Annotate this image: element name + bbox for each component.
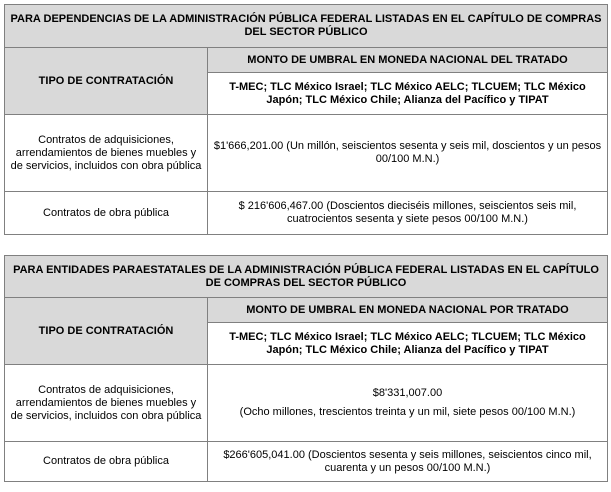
contract-type-cell: Contratos de adquisiciones, arrendamientos de bienes muebles y de servicios, incluidos con obra pública <box>5 365 208 442</box>
contract-type-cell: Contratos de obra pública <box>5 192 208 235</box>
treaties-cell: T-MEC; TLC México Israel; TLC México AELC; TLCUEM; TLC México Japón; TLC México Chile; Alianza del Pacífico y TIPAT <box>208 323 608 365</box>
dependencias-threshold-table <box>4 4 608 235</box>
tipo-contratacion-header: TIPO DE CONTRATACIÓN <box>5 48 208 115</box>
contract-type-cell: Contratos de adquisiciones, arrendamientos de bienes muebles y de servicios, incluidos con obra pública <box>5 115 208 192</box>
monto-umbral-header: MONTO DE UMBRAL EN MONEDA NACIONAL DEL TRATADO <box>208 48 608 73</box>
treaties-cell: T-MEC; TLC México Israel; TLC México AELC; TLCUEM; TLC México Japón; TLC México Chile; Alianza del Pacífico y TIPAT <box>208 73 608 115</box>
threshold-amount-cell: $1'666,201.00 (Un millón, seiscientos sesenta y seis mil, doscientos y un pesos 00/100 M.N.) <box>208 115 608 192</box>
table-row <box>5 115 608 192</box>
threshold-amount-cell: $266'605,041.00 (Doscientos sesenta y seis millones, seiscientos cinco mil, cuarenta y un pesos 00/100 M.N.) <box>208 442 608 482</box>
table-row <box>5 365 608 442</box>
table-title: PARA DEPENDENCIAS DE LA ADMINISTRACIÓN PÚBLICA FEDERAL LISTADAS EN EL CAPÍTULO DE COMPRAS DEL SECTOR PÚBLICO <box>5 5 608 48</box>
table-row <box>5 442 608 482</box>
threshold-amount-cell: $ 216'606,467.00 (Doscientos dieciséis millones, seiscientos seis mil, cuatrocientos sesenta y siete pesos 00/100 M.N.) <box>208 192 608 235</box>
contract-type-cell: Contratos de obra pública <box>5 442 208 482</box>
paraestatales-threshold-table <box>4 255 608 482</box>
monto-umbral-header: MONTO DE UMBRAL EN MONEDA NACIONAL POR TRATADO <box>208 298 608 323</box>
table-title: PARA ENTIDADES PARAESTATALES DE LA ADMINISTRACIÓN PÚBLICA FEDERAL LISTADAS EN EL CAPÍTULO DE COMPRAS DEL SECTOR PÚBLICO <box>5 256 608 298</box>
table-row <box>5 192 608 235</box>
threshold-amount-value: $8'331,007.00 <box>372 387 443 399</box>
threshold-amount-words: (Ocho millones, trescientos treinta y un mil, siete pesos 00/100 M.N.) <box>239 406 576 418</box>
threshold-amount-cell <box>208 365 608 442</box>
tipo-contratacion-header: TIPO DE CONTRATACIÓN <box>5 298 208 365</box>
